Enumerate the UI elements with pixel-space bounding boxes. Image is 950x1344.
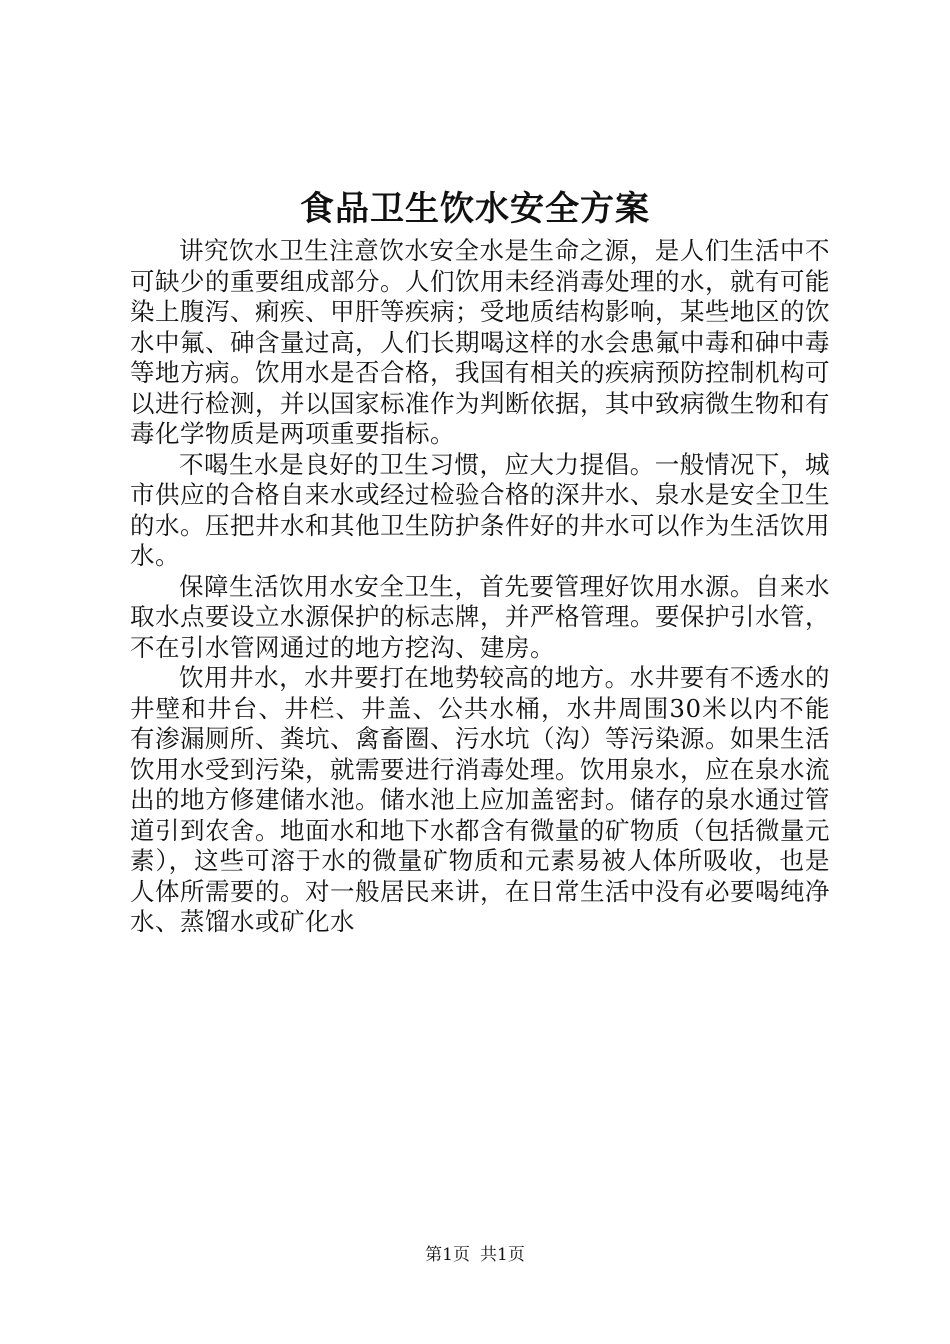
paragraph: 不喝生水是良好的卫生习惯，应大力提倡。一般情况下，城市供应的合格自来水或经过检验合格的深井水、泉水是安全卫生的水。压把井水和其他卫生防护条件好的井水可以作为生活饮用水。 [130, 449, 830, 570]
paragraph: 饮用井水，水井要打在地势较高的地方。水井要有不透水的井壁和井台、井栏、井盖、公共水桶，水井周围30米以内不能有渗漏厕所、粪坑、禽畜圈、污水坑（沟）等污染源。如果生活饮用水受到污染，就需要进行消毒处理。饮用泉水，应在泉水流出的地方修建储水池。储水池上应加盖密封。储存的泉水通过管道引到农舍。地面水和地下水都含有微量的矿物质（包括微量元素），这些可溶于水的微量矿物质和元素易被人体所吸收，也是人体所需要的。对一般居民来讲，在日常生活中没有必要喝纯净水、蒸馏水或矿化水 [130, 663, 830, 936]
page-title: 食品卫生饮水安全方案 [300, 189, 650, 229]
page-footer [0, 1244, 950, 1266]
page-number: 第1页 [425, 1245, 470, 1265]
paragraph: 保障生活饮用水安全卫生，首先要管理好饮用水源。自来水取水点要设立水源保护的标志牌，并严格管理。要保护引水管，不在引水管网通过的地方挖沟、建房。 [130, 571, 830, 662]
page-total: 共1页 [480, 1245, 525, 1265]
document-body [130, 236, 830, 938]
paragraph: 讲究饮水卫生注意饮水安全水是生命之源，是人们生活中不可缺少的重要组成部分。人们饮用未经消毒处理的水，就有可能染上腹泻、痢疾、甲肝等疾病；受地质结构影响，某些地区的饮水中氟、砷含量过高，人们长期喝这样的水会患氟中毒和砷中毒等地方病。饮用水是否合格，我国有相关的疾病预防控制机构可以进行检测，并以国家标准作为判断依据，其中致病微生物和有毒化学物质是两项重要指标。 [130, 236, 830, 448]
